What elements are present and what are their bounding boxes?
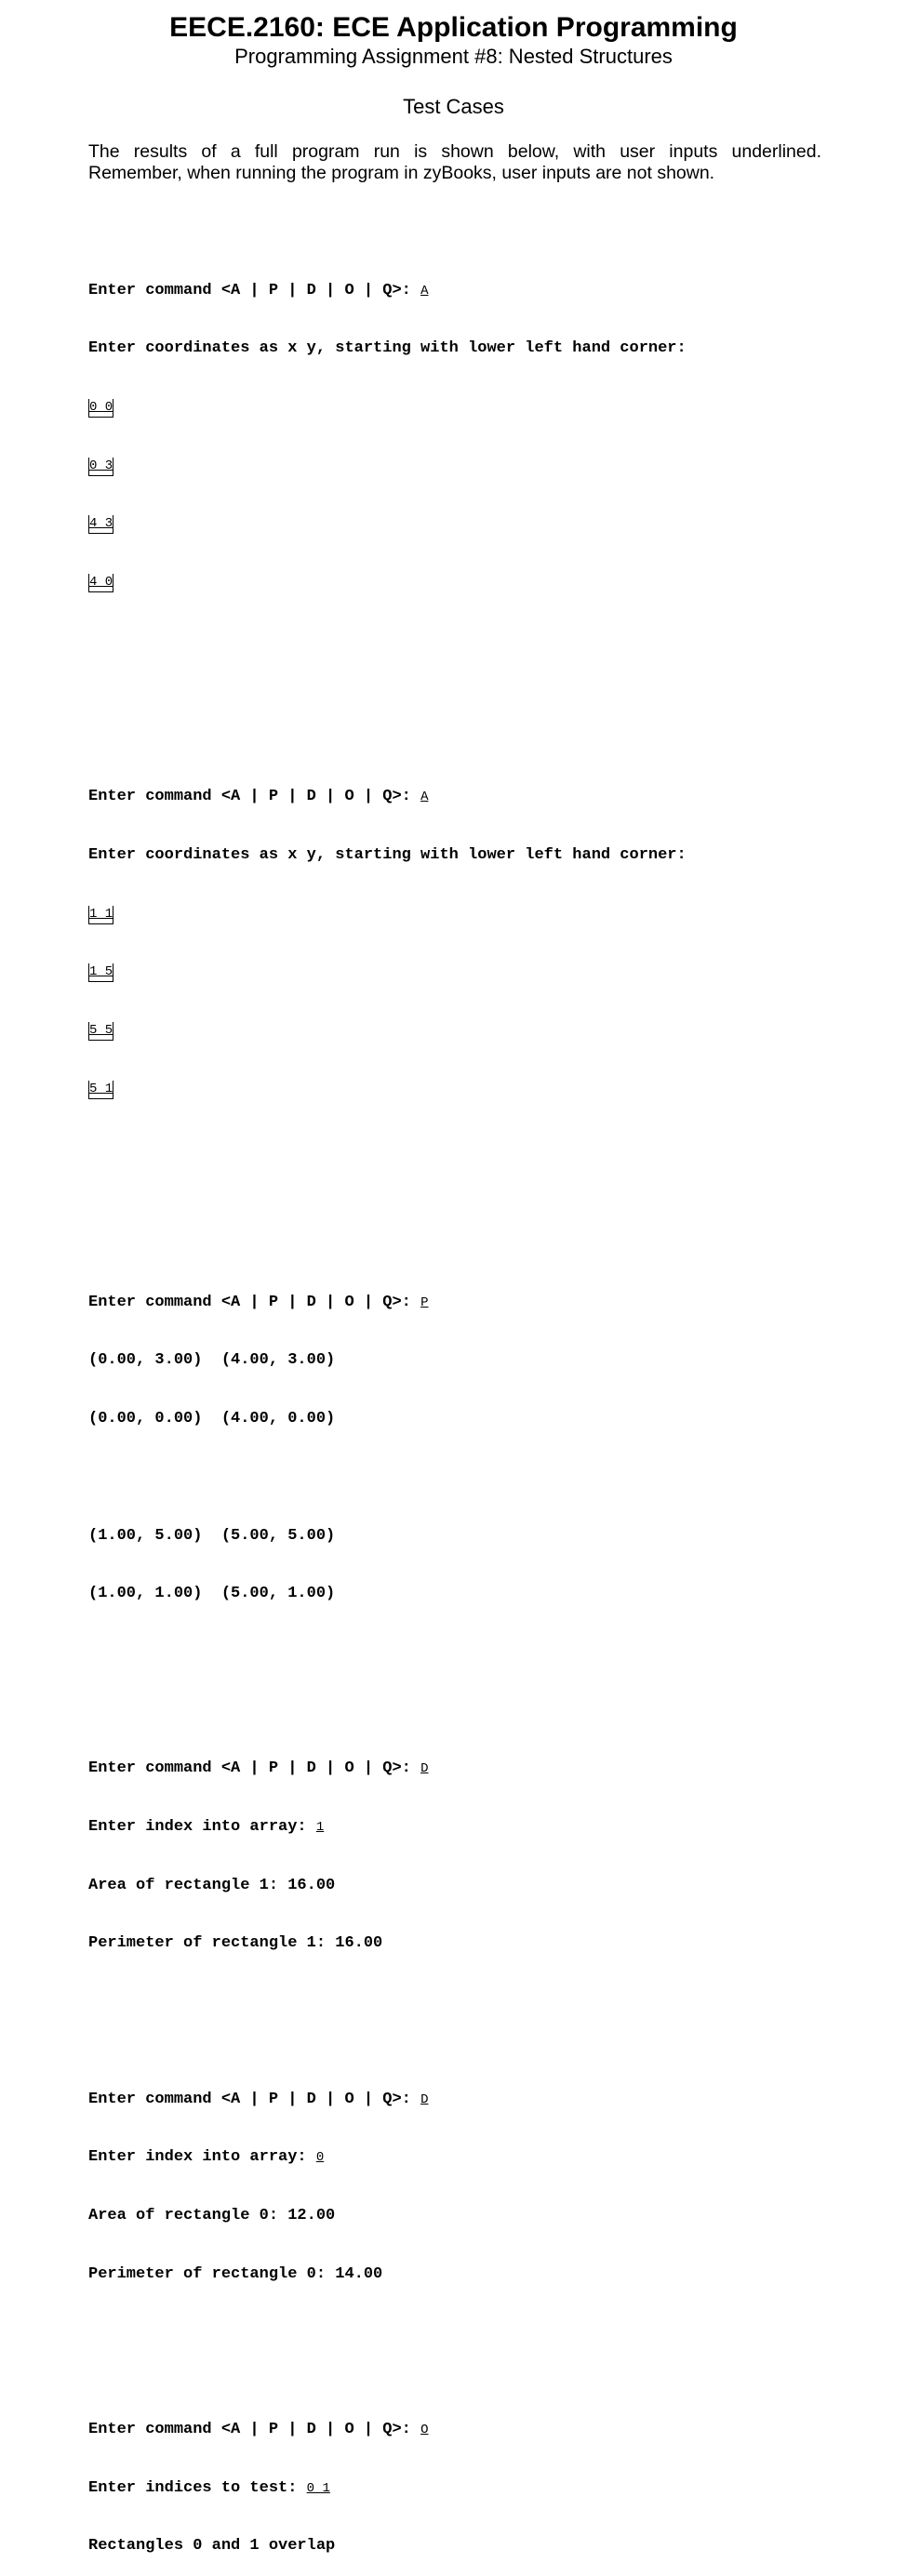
intro-line-1: The results of a full program run is shown below, with user inputs underlined.	[88, 141, 821, 162]
coords-prompt: Enter coordinates as x y, starting with lower left hand corner:	[88, 339, 687, 358]
assignment-subtitle: Programming Assignment #8: Nested Structures	[234, 45, 673, 68]
console-transcript	[88, 204, 851, 2576]
user-input-point: 1 5	[88, 963, 113, 982]
coords-prompt: Enter coordinates as x y, starting with lower left hand corner:	[88, 845, 687, 864]
command-line: Enter command <A | P | D | O | Q>: A	[88, 788, 429, 806]
user-input: 1	[315, 1820, 325, 1836]
index-prompt: Enter index into array: 1	[88, 1818, 325, 1837]
user-input-point: 1 1	[88, 906, 113, 924]
perimeter-output: Perimeter of rectangle 1: 16.00	[88, 1934, 383, 1953]
indices-prompt: Enter indices to test: 0 1	[88, 2478, 330, 2497]
user-input-point: 4 0	[88, 574, 113, 592]
user-input: 0	[315, 2150, 325, 2166]
area-output: Area of rectangle 0: 12.00	[88, 2207, 336, 2225]
perimeter-output: Perimeter of rectangle 0: 14.00	[88, 2264, 383, 2283]
section-heading: Test Cases	[403, 95, 504, 118]
user-input: A	[420, 283, 429, 299]
command-line: Enter command <A | P | D | O | Q>: A	[88, 281, 429, 299]
user-input-point: 0 0	[88, 399, 113, 418]
document-title: EECE.2160: ECE Application Programming	[169, 12, 738, 43]
user-input: 0 1	[306, 2480, 330, 2496]
user-input: D	[420, 2091, 429, 2107]
index-prompt: Enter index into array: 0	[88, 2148, 325, 2167]
intro-line-2: Remember, when running the program in zyBooks, user inputs are not shown.	[88, 163, 715, 183]
rect-1-top-row: (1.00, 5.00) (5.00, 5.00)	[88, 1526, 336, 1545]
command-line: Enter command <A | P | D | O | Q>: O	[88, 2421, 429, 2439]
user-input: D	[420, 1761, 429, 1777]
user-input-point: 4 3	[88, 515, 113, 534]
command-line: Enter command <A | P | D | O | Q>: D	[88, 2090, 429, 2108]
user-input: A	[420, 790, 429, 805]
overlap-result: Rectangles 0 and 1 overlap	[88, 2537, 336, 2556]
rect-1-bottom-row: (1.00, 1.00) (5.00, 1.00)	[88, 1585, 336, 1603]
user-input: P	[420, 1295, 429, 1310]
command-line: Enter command <A | P | D | O | Q>: P	[88, 1293, 429, 1311]
user-input-point: 0 3	[88, 458, 113, 476]
user-input: O	[420, 2423, 429, 2438]
user-input-point: 5 5	[88, 1022, 113, 1041]
user-input-point: 5 1	[88, 1081, 113, 1099]
area-output: Area of rectangle 1: 16.00	[88, 1876, 336, 1894]
command-line: Enter command <A | P | D | O | Q>: D	[88, 1759, 429, 1778]
rect-0-bottom-row: (0.00, 0.00) (4.00, 0.00)	[88, 1410, 336, 1428]
rect-0-top-row: (0.00, 3.00) (4.00, 3.00)	[88, 1351, 336, 1370]
intro-paragraph	[88, 141, 821, 184]
